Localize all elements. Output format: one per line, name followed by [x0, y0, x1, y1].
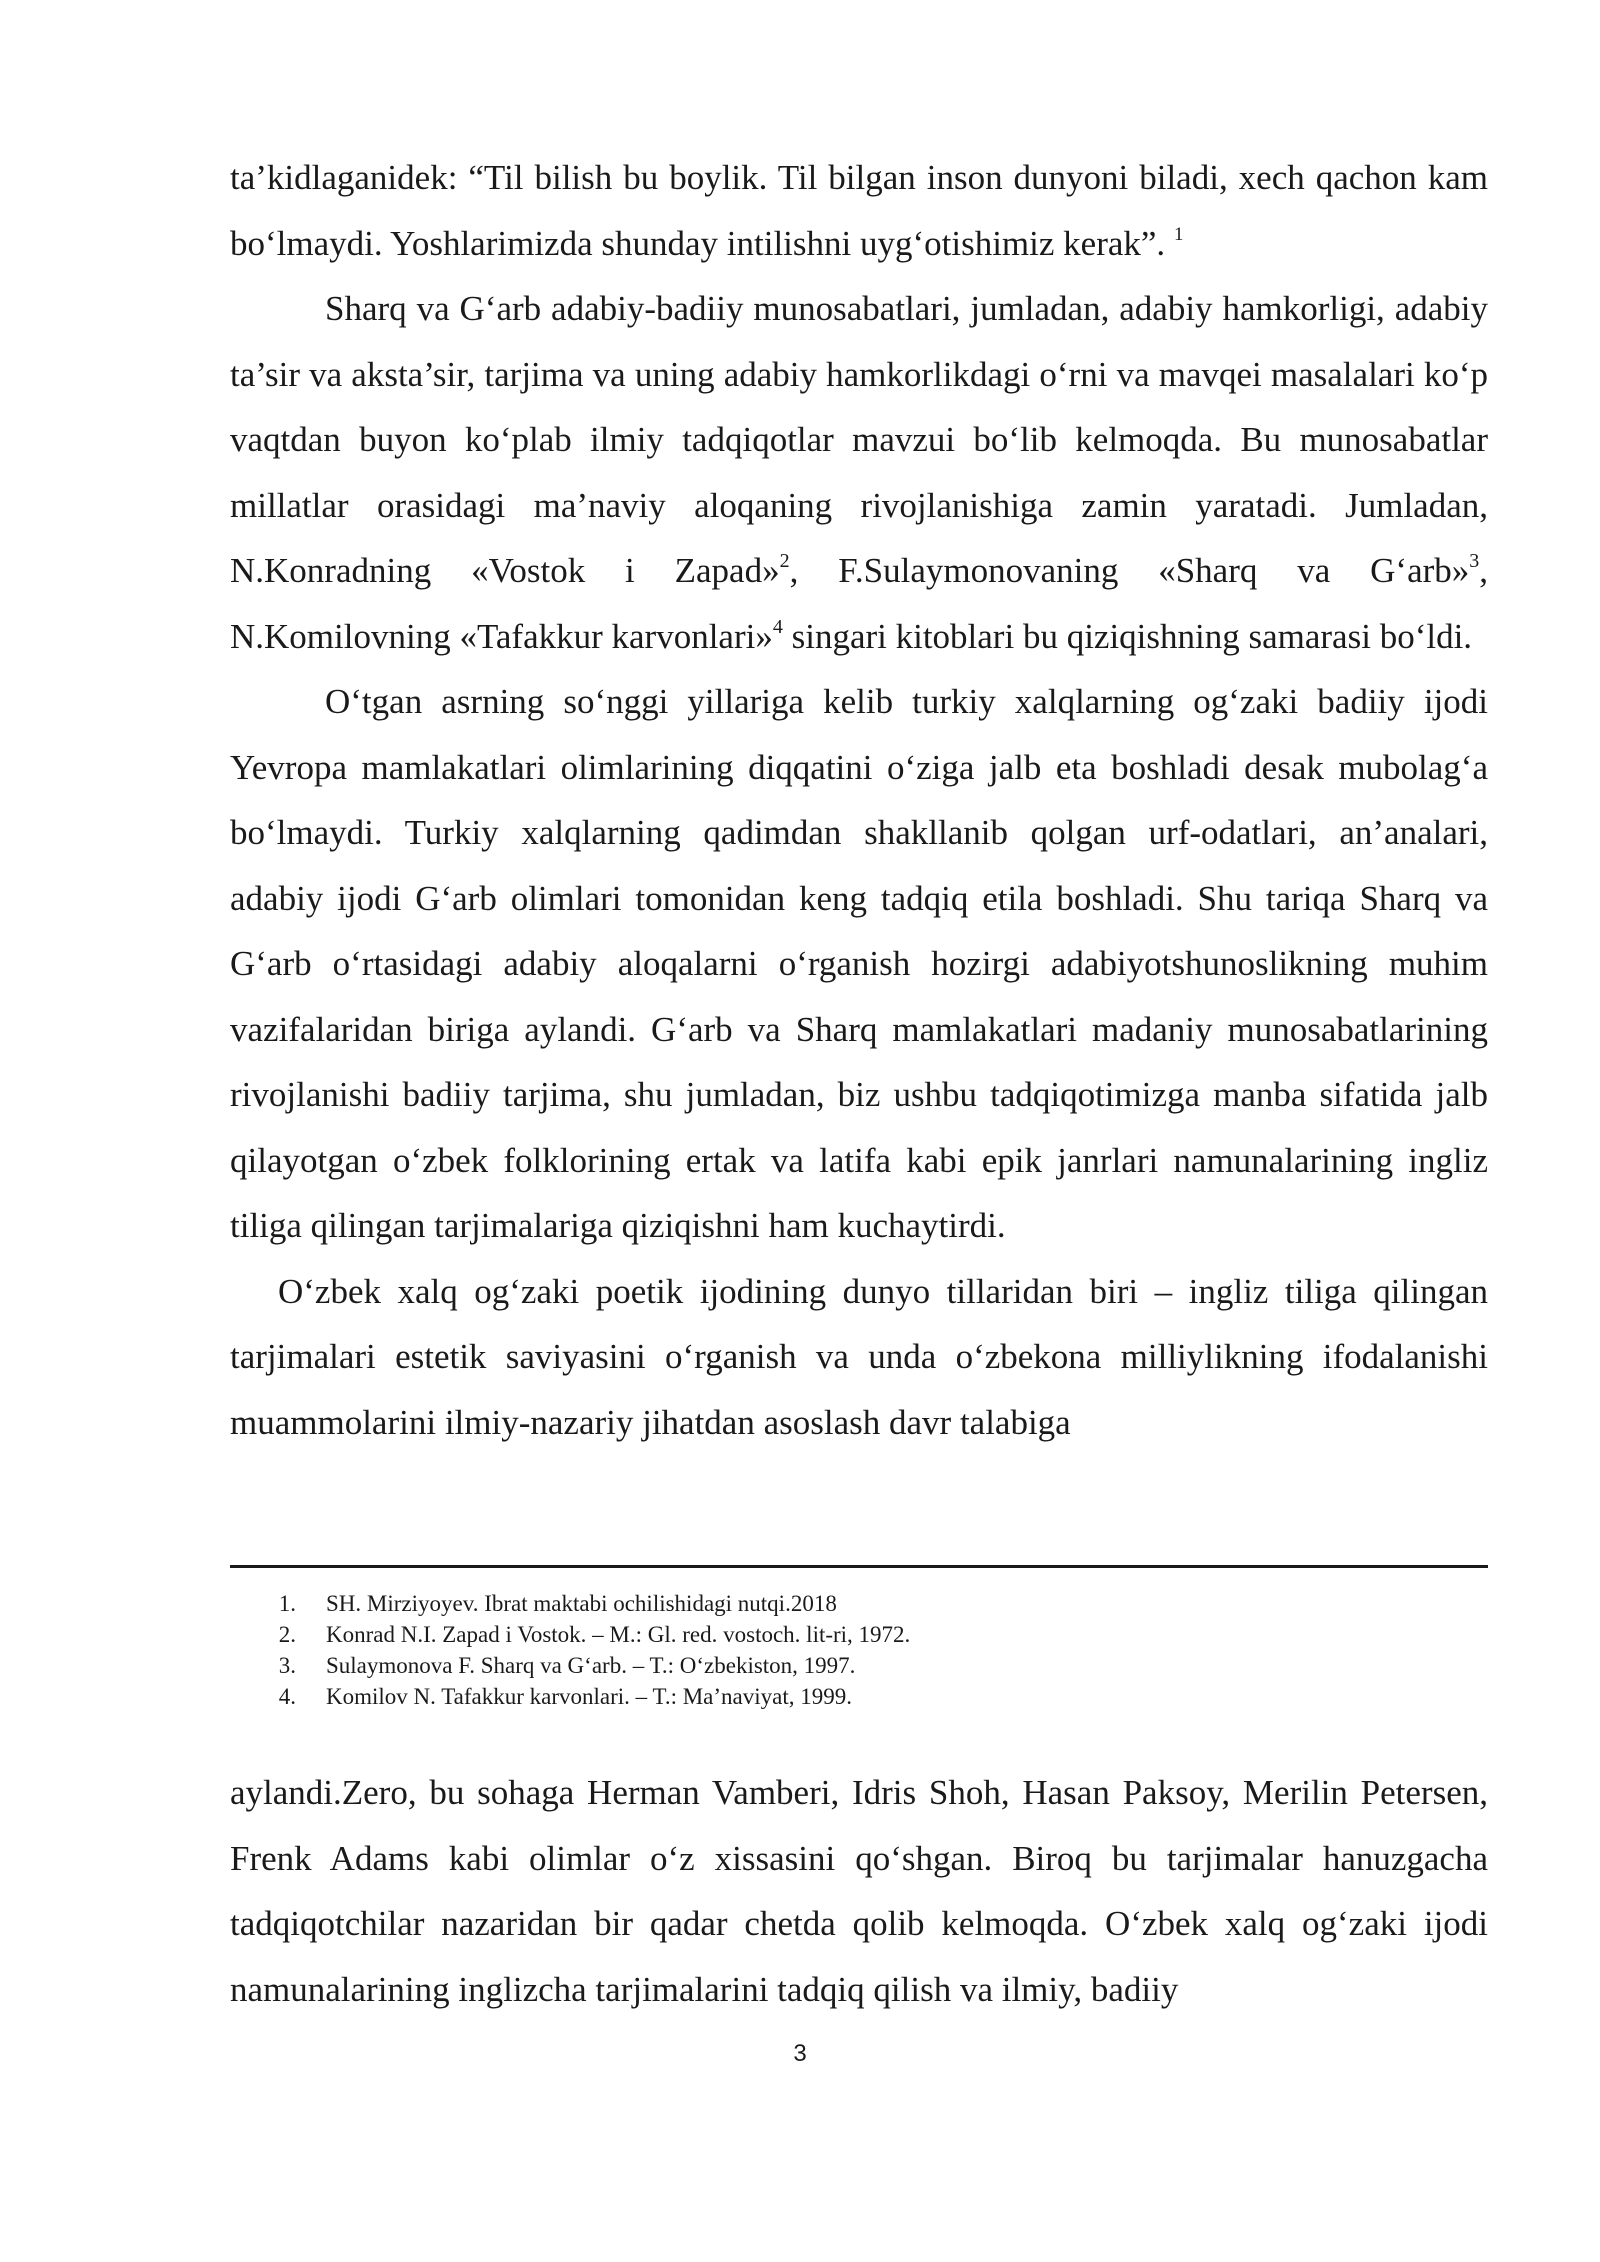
paragraph-3: O‘tgan asrning so‘nggi yillariga kelib turkiy xalqlarning og‘zaki badiiy ijodi Yevropa mamlakatlari olimlarining diqqatini o‘ziga jalb eta boshladi desak mubolag‘a bo‘lmaydi. Turkiy xalqlarning qadimdan shakllanib qolgan urf-odatlari, an’analari, adabiy ijodi G‘arb olimlari tomonidan keng tadqiq etila boshladi. Shu tariqa Sharq va G‘arb o‘rtasidagi adabiy aloqalarni o‘rganish hozirgi adabiyotshunoslikning muhim vazifalaridan biriga aylandi. G‘arb va Sharq mamlakatlari madaniy munosabatlarining rivojlanishi badiiy tarjima, shu jumladan, biz ushbu tadqiqotimizga manba sifatida jalb qilayotgan o‘zbek folklorining ertak va latifa kabi epik janrlari namunalarining ingliz tiliga qilingan tarjimalariga qiziqishni ham kuchaytirdi. [230, 682, 1488, 1245]
footnote-text: Komilov N. Tafakkur karvonlari. – T.: Ma’naviyat, 1999. [326, 1684, 853, 1709]
paragraph-4: O‘zbek xalq og‘zaki poetik ijodining dunyo tillaridan biri – ingliz tiliga qilingan tarjimalari estetik saviyasini o‘rganish va unda o‘zbekona milliylikning ifodalanishi muammolarini ilmiy-nazariy jihatdan asoslash davr talabiga [230, 1271, 1488, 1442]
paragraph-1-text: ta’kidlaganidek: “Til bilish bu boylik. Til bilgan inson dunyoni biladi, xech qachon kam bo‘lmaydi. Yoshlarimizda shunday intilishni uyg‘otishimiz kerak”. [230, 158, 1488, 263]
footnote-item [230, 1650, 1488, 1681]
footnote-ref-4: 4 [772, 615, 783, 638]
footnote-number: 2. [278, 1622, 296, 1647]
paragraph-2 [230, 276, 1488, 669]
footnote-ref-2: 2 [779, 550, 790, 573]
paragraph-1 [230, 145, 1488, 276]
main-text-block [230, 145, 1488, 1455]
footnotes-list [230, 1588, 1488, 1712]
footnote-text: SH. Mirziyoyev. Ibrat maktabi ochilishidagi nutqi.2018 [326, 1591, 837, 1616]
page-number: 3 [793, 2040, 807, 2067]
footnote-ref-3: 3 [1469, 550, 1480, 573]
paragraph-2-text-c: , N.Komilovning «Tafakkur karvonlari» [230, 551, 1489, 656]
footnote-number: 4. [278, 1684, 296, 1709]
footnote-ref-1: 1 [1173, 223, 1184, 245]
footnote-number: 3. [278, 1653, 296, 1678]
paragraph-2-text-a: Sharq va G‘arb adabiy-badiiy munosabatlari, jumladan, adabiy hamkorligi, adabiy ta’sir va aksta’sir, tarjima va uning adabiy hamkorlikdagi o‘rni va mavqei masalalari ko‘p vaqtdan buyon ko‘plab ilmiy tadqiqotlar mavzui bo‘lib kelmoqda. Bu munosabatlar millatlar orasidagi ma’naviy aloqaning rivojlanishiga zamin yaratadi. Jumladan, N.Konradning «Vostok i Zapad» [230, 289, 1488, 590]
footnote-text: Konrad N.I. Zapad i Vostok. – M.: Gl. red. vostoch. lit-ri, 1972. [326, 1622, 911, 1647]
footnote-item [230, 1619, 1488, 1650]
footnote-item [230, 1681, 1488, 1712]
continued-text-block [230, 1760, 1488, 2022]
paragraph-5: aylandi.Zero, bu sohaga Herman Vamberi, Idris Shoh, Hasan Paksoy, Merilin Petersen, Frenk Adams kabi olimlar o‘z xissasini qo‘shgan. Biroq bu tarjimalar hanuzgacha tadqiqotchilar nazaridan bir qadar chetda qolib kelmoqda. O‘zbek xalq og‘zaki ijodi namunalarining inglizcha tarjimalarini tadqiq qilish va ilmiy, badiiy [230, 1773, 1488, 2009]
paragraph-2-text-d: singari kitoblari bu qiziqishning samarasi bo‘ldi. [782, 616, 1473, 656]
paragraph-2-text-b: , F.Sulaymonovaning «Sharq va G‘arb» [789, 551, 1470, 590]
footnote-separator [230, 1565, 1488, 1568]
footnote-text: Sulaymonova F. Sharq va G‘arb. – T.: O‘zbekiston, 1997. [326, 1653, 856, 1678]
footnote-item [230, 1588, 1488, 1619]
footnote-number: 1. [278, 1591, 296, 1616]
